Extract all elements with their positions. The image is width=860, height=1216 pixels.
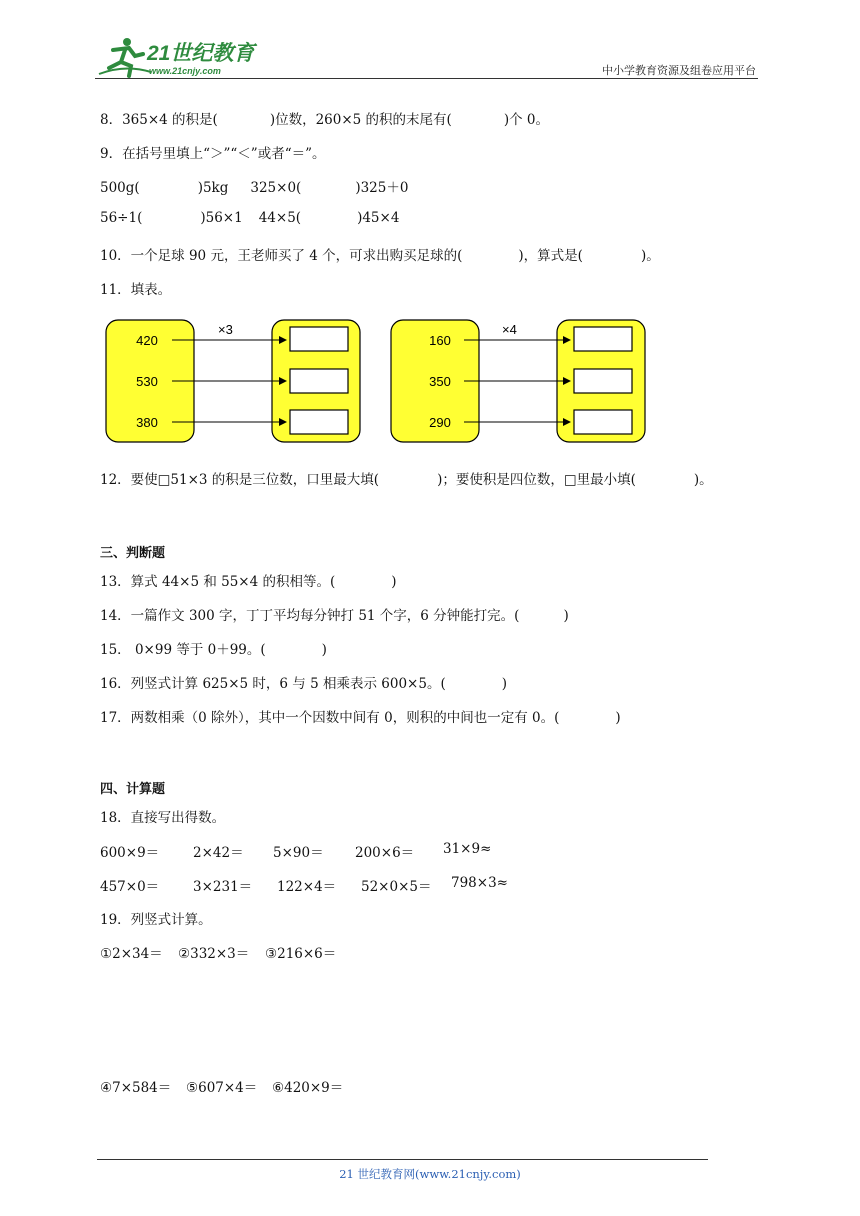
diagram-right <box>391 320 645 442</box>
input-value: 290 <box>429 415 451 430</box>
q19-item: ④7×584＝ <box>100 1080 172 1096</box>
question-16: 16．列竖式计算 625×5 时，6 与 5 相乘表示 600×5。( ) <box>100 676 507 692</box>
q19-item: ②332×3＝ <box>178 946 250 962</box>
diagram-left <box>106 320 360 442</box>
input-value: 420 <box>136 333 158 348</box>
q18-item: 52×0×5＝ <box>361 879 432 895</box>
operator-label: ×4 <box>502 322 517 337</box>
question-8: 8．365×4 的积是( )位数，260×5 的积的末尾有( )个 0。 <box>100 112 549 128</box>
logo-url: www.21cnjy.com <box>149 66 221 76</box>
q18-item: 2×42＝ <box>193 845 244 861</box>
runner-icon <box>99 38 151 76</box>
answer-cell[interactable] <box>574 410 632 434</box>
section-3-title: 三、判断题 <box>100 546 166 561</box>
q18-item: 31×9≈ <box>443 841 492 857</box>
question-15: 15． 0×99 等于 0＋99。( ) <box>100 642 327 658</box>
platform-label: 中小学教育资源及组卷应用平台 <box>602 64 756 77</box>
q18-item: 798×3≈ <box>451 875 508 891</box>
site-logo <box>95 34 265 80</box>
question-13: 13．算式 44×5 和 55×4 的积相等。( ) <box>100 574 397 590</box>
section-4-title: 四、计算题 <box>100 782 166 797</box>
answer-cell[interactable] <box>290 369 348 393</box>
answer-cell[interactable] <box>574 369 632 393</box>
question-10: 10．一个足球 90 元，王老师买了 4 个，可求出购买足球的( )，算式是( )。 <box>100 248 660 264</box>
question-12: 12．要使□51×3 的积是三位数，口里最大填( )；要使积是四位数，□里最小填( )。 <box>100 472 713 488</box>
question-18-title: 18．直接写出得数。 <box>100 810 226 826</box>
q19-item: ⑥420×9＝ <box>272 1080 344 1096</box>
question-14: 14．一篇作文 300 字，丁丁平均每分钟打 51 个字，6 分钟能打完。( ) <box>100 608 569 624</box>
q18-item: 457×0＝ <box>100 879 160 895</box>
logo-title: 21世纪教育 <box>147 42 255 65</box>
q18-item: 200×6＝ <box>355 845 415 861</box>
q19-item: ①2×34＝ <box>100 946 163 962</box>
q19-item: ③216×6＝ <box>265 946 337 962</box>
q18-item: 122×4＝ <box>277 879 337 895</box>
input-value: 350 <box>429 374 451 389</box>
operator-label: ×3 <box>218 322 233 337</box>
q19-item: ⑤607×4＝ <box>186 1080 258 1096</box>
answer-cell[interactable] <box>290 410 348 434</box>
q18-item: 5×90＝ <box>273 845 324 861</box>
answer-cell[interactable] <box>290 327 348 351</box>
input-value: 160 <box>429 333 451 348</box>
q18-item: 3×231＝ <box>193 879 253 895</box>
question-17: 17．两数相乘（0 除外），其中一个因数中间有 0，则积的中间也一定有 0。( ) <box>100 710 621 726</box>
question-11-title: 11．填表。 <box>100 282 172 298</box>
question-19-title: 19．列竖式计算。 <box>100 912 212 928</box>
answer-cell[interactable] <box>574 327 632 351</box>
footer-link[interactable]: 21 世纪教育网(www.21cnjy.com) <box>339 1167 521 1181</box>
input-value: 380 <box>136 415 158 430</box>
fill-table-diagram <box>0 310 860 450</box>
question-9-row-2: 56÷1( )56×1 44×5( )45×4 <box>100 210 400 226</box>
header-divider <box>95 78 758 79</box>
question-9-title: 9．在括号里填上“＞”“＜”或者“＝”。 <box>100 146 326 162</box>
input-value: 530 <box>136 374 158 389</box>
q18-item: 600×9＝ <box>100 845 160 861</box>
question-9-row-1: 500g( )5kg 325×0( )325＋0 <box>100 180 409 196</box>
footer-divider <box>97 1159 708 1160</box>
